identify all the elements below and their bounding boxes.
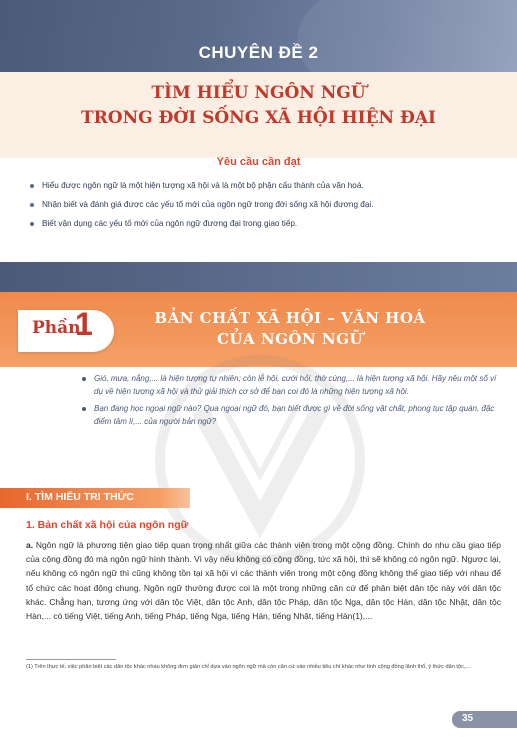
part-number: 1 — [75, 306, 93, 342]
chapter-title-line-2: TRONG ĐỜI SỐNG XÃ HỘI HIỆN ĐẠI — [80, 108, 437, 128]
paragraph-lead: a. — [26, 540, 34, 550]
subsection-heading: 1. Bản chất xã hội của ngôn ngữ — [26, 519, 189, 531]
footnote-divider — [26, 659, 116, 660]
requirements-title: Yêu cầu cần đạt — [216, 156, 301, 168]
requirement-item: Hiểu được ngôn ngữ là một hiện tượng xã hội và là một bộ phận cấu thành của văn hoá. — [30, 180, 500, 192]
question-item: Gió, mưa, nắng,... là hiện tượng tự nhiên; còn lễ hội, cưới hỏi, thờ cúng,... là hiện tượng xã hội. Hãy nêu một số ví dụ về hiện tượng xã hội và thử giải thích cơ sở để bạn coi đó là những hiện tượng xã hội. — [82, 372, 502, 398]
part-word: Phần — [32, 318, 81, 338]
body-paragraph — [26, 538, 501, 623]
question-item: Bạn đang học ngoại ngữ nào? Qua ngoại ngữ đó, bạn biết được gì về đời sống vật chất, phong tục tập quán, đặc điểm tâm lí,... của người bản ngữ? — [82, 402, 502, 428]
requirement-item: Biết vận dụng các yếu tố mới của ngôn ngữ đương đại trong giao tiếp. — [30, 218, 500, 230]
requirement-item: Nhận biết và đánh giá được các yếu tố mới của ngôn ngữ trong đời sống xã hội đương đại. — [30, 199, 500, 211]
part-title-line-2: CỦA NGÔN NGỮ — [216, 330, 363, 348]
section-heading: I. TÌM HIỂU TRI THỨC — [26, 491, 134, 503]
chapter-label: CHUYÊN ĐỀ 2 — [198, 43, 319, 62]
chapter-title-line-1: TÌM HIỂU NGÔN NGỮ — [151, 83, 366, 103]
requirements-list — [30, 180, 500, 237]
part-banner-top — [0, 262, 517, 292]
paragraph-text: Ngôn ngữ là phương tiện giao tiếp quan trọng nhất giữa các thành viên trong một cộng đồng. Chính do nhu cầu giao tiếp của cộng đồng đó mà ngôn ngữ hình thành. Vì vậy nếu không có cộng đồng, tức xã hội, thì sẽ không có ngôn ngữ. Ngược lại, nếu không có ngôn ngữ thì cũng không tồn tại xã hội vì các thành viên trong một cộng đồng không thể giao tiếp với nhau để tổ chức các hoạt động chung. Ngôn ngữ thường được coi là một trong những căn cứ để phân biệt dân tộc này với dân tộc khác. Chẳng hạn, tương ứng với dân tộc Việt, dân tộc Anh, dân tộc Pháp, dân tộc Nga, dân tộc Hán, dân tộc Nhật, dân tộc Hàn,... có tiếng Việt, tiếng Anh, tiếng Pháp, tiếng Nga, tiếng Hán, tiếng Nhật, tiếng Hàn(1),... — [26, 540, 501, 622]
part-title-line-1: BẢN CHẤT XÃ HỘI – VĂN HOÁ — [154, 309, 426, 327]
footnote: (1) Trên thực tế, việc phân biệt các dân tộc khác nhau không đơn giản chỉ dựa vào ngôn ngữ mà còn căn cứ vào nhiều tiêu chí khác như tính cộng đồng lãnh thổ, ý thức dân tộc,... — [26, 664, 471, 670]
warmup-questions — [82, 372, 502, 472]
page-number: 35 — [462, 713, 474, 724]
